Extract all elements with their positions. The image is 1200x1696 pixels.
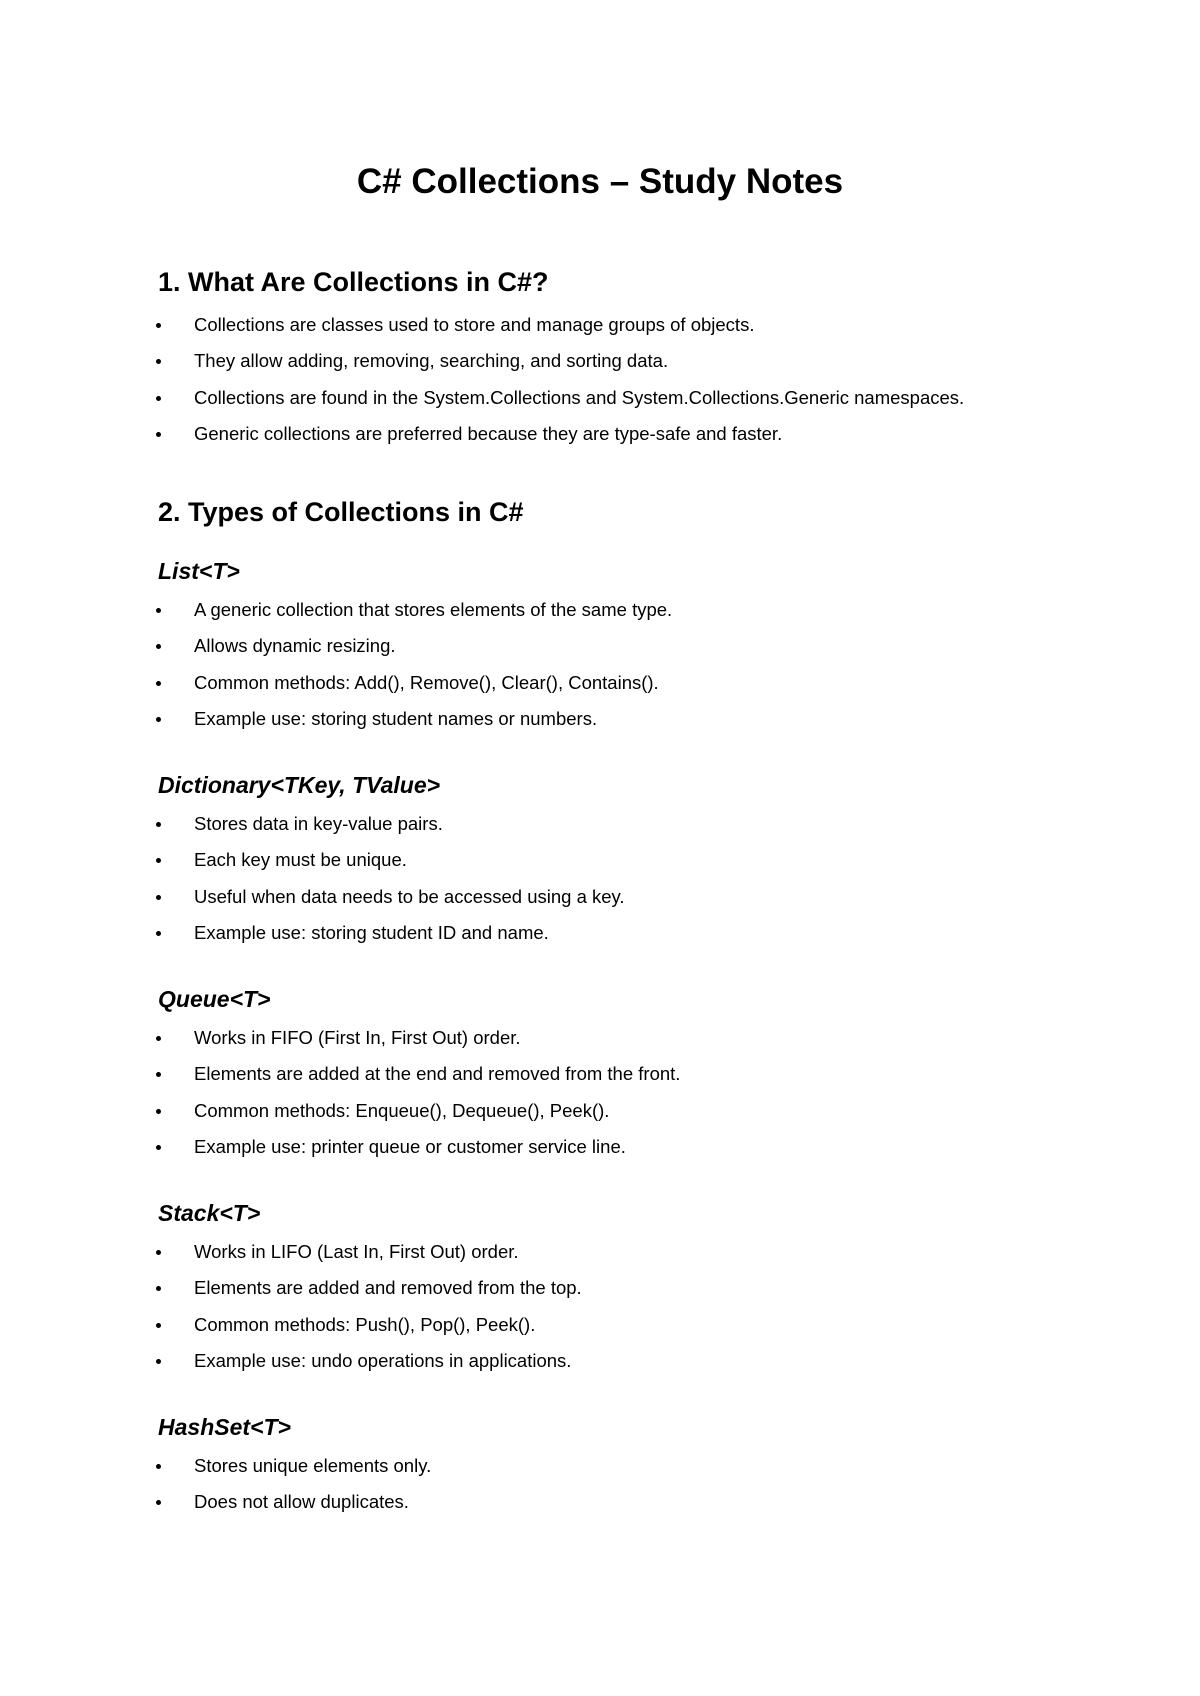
bullet-icon [156, 1145, 161, 1150]
list-item [0, 1310, 1200, 1340]
list-item-text: Collections are found in the System.Collections and System.Collections.Generic namespaces. [194, 387, 965, 408]
bullet-icon [156, 1072, 161, 1077]
list-item [0, 918, 1200, 948]
bullet-icon [156, 323, 161, 328]
list-item-text: Elements are added and removed from the top. [194, 1277, 582, 1298]
list-item [0, 310, 1200, 340]
section-heading: 2. Types of Collections in C# [158, 497, 524, 527]
list-item [0, 1451, 1200, 1481]
list-item [0, 845, 1200, 875]
document-title: C# Collections – Study Notes [356, 162, 844, 201]
list-item [0, 1487, 1200, 1517]
bullet-icon [156, 608, 161, 613]
list-item-text: Stores unique elements only. [194, 1455, 432, 1476]
bullet-icon [156, 858, 161, 863]
list-item-text: Elements are added at the end and removed from the front. [194, 1063, 681, 1084]
list-item [0, 595, 1200, 625]
list-item-text: Works in LIFO (Last In, First Out) order. [194, 1241, 519, 1262]
list-item [0, 1237, 1200, 1267]
subsection-heading: Dictionary<TKey, TValue> [158, 772, 441, 798]
bullet-icon [156, 681, 161, 686]
subsection-heading: List<T> [158, 558, 240, 584]
bullet-icon [156, 717, 161, 722]
bullet-icon [156, 1359, 161, 1364]
list-item-text: Useful when data needs to be accessed using a key. [194, 886, 625, 907]
list-item-text: Works in FIFO (First In, First Out) order. [194, 1027, 521, 1048]
list-item-text: A generic collection that stores elements of the same type. [194, 599, 673, 620]
bullet-icon [156, 359, 161, 364]
list-item-text: Allows dynamic resizing. [194, 635, 396, 656]
list-item [0, 419, 1200, 449]
list-item [0, 1059, 1200, 1089]
list-item-text: Does not allow duplicates. [194, 1491, 409, 1512]
bullet-icon [156, 822, 161, 827]
list-item [0, 383, 1200, 413]
bullet-icon [156, 1286, 161, 1291]
list-item-text: Common methods: Add(), Remove(), Clear(), Contains(). [194, 672, 659, 693]
list-item-text: Each key must be unique. [194, 849, 407, 870]
bullet-icon [156, 1323, 161, 1328]
list-item [0, 704, 1200, 734]
list-item [0, 1273, 1200, 1303]
bullet-icon [156, 432, 161, 437]
subsection-heading: Stack<T> [158, 1200, 261, 1226]
list-item-text: Example use: undo operations in applications. [194, 1350, 572, 1371]
list-item-text: Generic collections are preferred because they are type-safe and faster. [194, 423, 783, 444]
subsection-heading: Queue<T> [158, 986, 271, 1012]
list-item-text: Example use: storing student names or numbers. [194, 708, 598, 729]
subsection-heading: HashSet<T> [158, 1414, 291, 1440]
list-item-text: Example use: printer queue or customer service line. [194, 1136, 626, 1157]
list-item [0, 631, 1200, 661]
list-item [0, 1096, 1200, 1126]
list-item [0, 668, 1200, 698]
bullet-icon [156, 1464, 161, 1469]
bullet-icon [156, 895, 161, 900]
bullet-icon [156, 1250, 161, 1255]
section-heading: 1. What Are Collections in C#? [158, 267, 549, 297]
list-item-text: Stores data in key-value pairs. [194, 813, 443, 834]
list-item-text: Collections are classes used to store and manage groups of objects. [194, 314, 755, 335]
bullet-icon [156, 1109, 161, 1114]
list-item [0, 1132, 1200, 1162]
list-item-text: They allow adding, removing, searching, and sorting data. [194, 350, 669, 371]
bullet-icon [156, 1036, 161, 1041]
list-item [0, 1346, 1200, 1376]
list-item-text: Common methods: Push(), Pop(), Peek(). [194, 1314, 536, 1335]
list-item [0, 809, 1200, 839]
list-item [0, 1023, 1200, 1053]
list-item-text: Example use: storing student ID and name. [194, 922, 549, 943]
list-item [0, 882, 1200, 912]
list-item-text: Common methods: Enqueue(), Dequeue(), Peek(). [194, 1100, 610, 1121]
bullet-icon [156, 1500, 161, 1505]
bullet-icon [156, 931, 161, 936]
list-item [0, 346, 1200, 376]
bullet-icon [156, 396, 161, 401]
bullet-icon [156, 644, 161, 649]
